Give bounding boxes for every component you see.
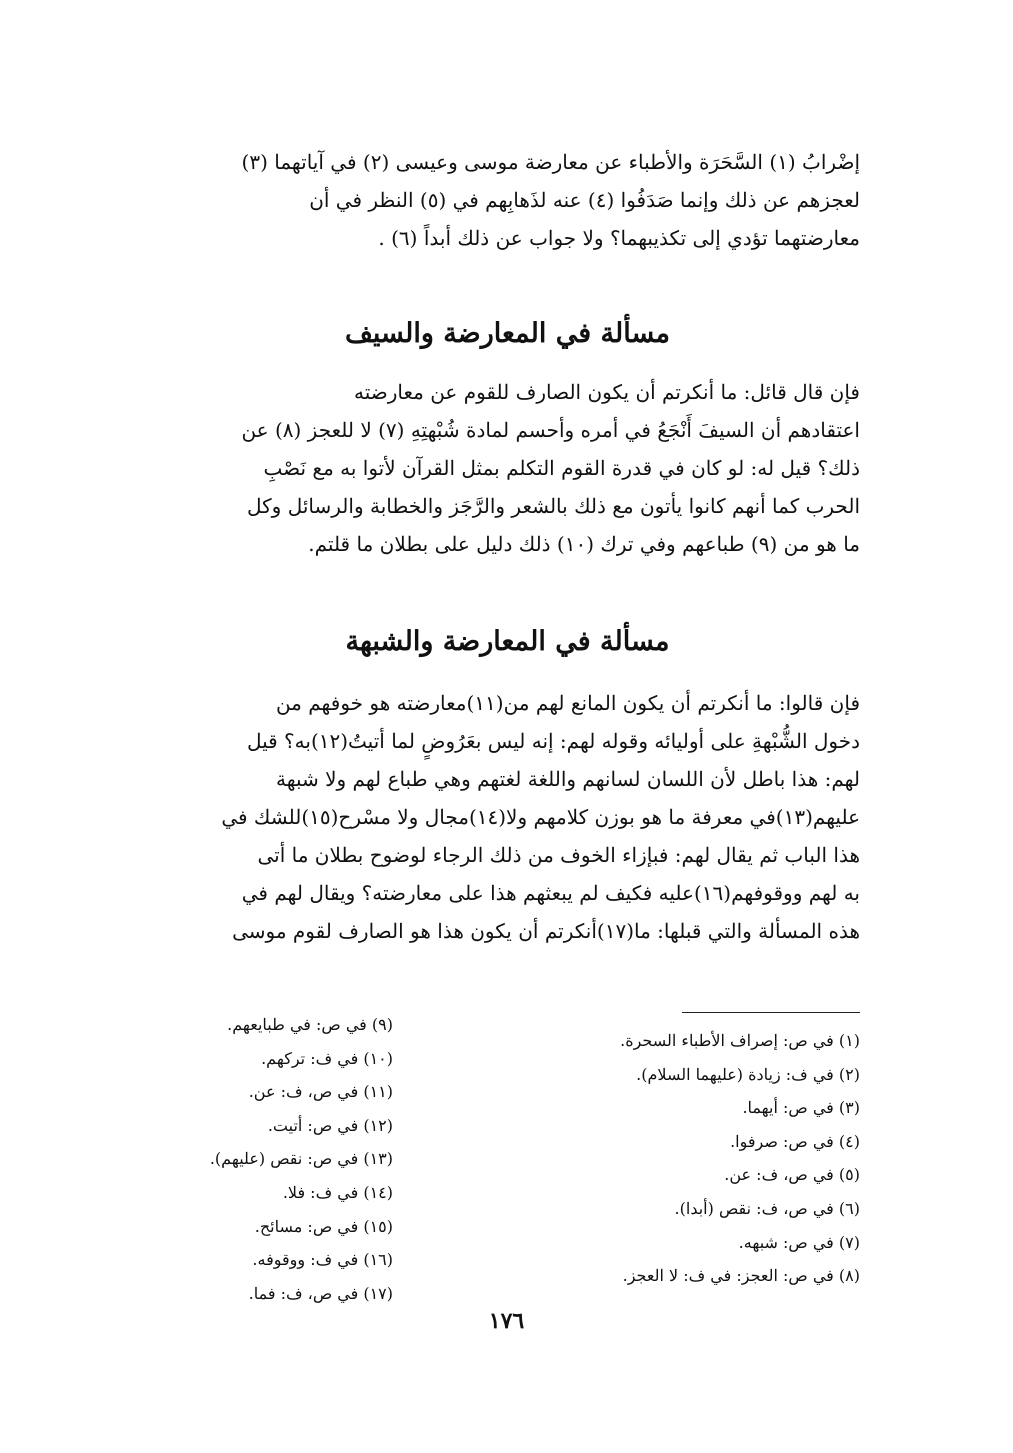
footnote: (٣) في ص: أيهما.	[742, 1098, 860, 1118]
text-line: ما هو من (٩) طباعهم وفي ترك (١٠) ذلك دليل على بطلان ما قلتم.	[308, 532, 860, 556]
text-line: ذلك؟ قيل له: لو كان في قدرة القوم التكلم بمثل القرآن لأتوا به مع نَصْبِ	[263, 456, 860, 480]
footnote: (١) في ص: إصراف الأطباء السحرة.	[620, 1031, 860, 1050]
text-line: إضْرابُ (١) السَّحَرَة والأطباء عن معارضة موسى وعيسى (٢) في آياتهما (٣)	[241, 150, 860, 174]
section-heading: مسألة في المعارضة والسيف	[344, 318, 671, 349]
footnote: (٢) في ف: زيادة (عليهما السلام).	[636, 1064, 860, 1084]
text-line: لعجزهم عن ذلك وإنما صَدَفُوا (٤) عنه لذَهابِهم في (٥) النظر في أن	[309, 188, 860, 212]
footnote: (٦) في ص، ف: نقص (أبدا).	[674, 1198, 860, 1218]
footnote: (١٦) في ف: ووقوفه.	[252, 1250, 393, 1270]
footnote: (٥) في ص، ف: عن.	[724, 1165, 860, 1185]
footnote: (٨) في ص: العجز: في ف: لا العجز.	[622, 1266, 860, 1286]
text-line: فإن قالوا: ما أنكرتم أن يكون المانع لهم من(١١)معارضته هو خوفهم من	[275, 691, 860, 715]
text-line: هذه المسألة والتي قبلها: ما(١٧)أنكرتم أن يكون هذا هو الصارف لقوم موسى	[232, 919, 860, 943]
text-line: دخول الشُّبْهةِ على أوليائه وقوله لهم: إنه ليس بعَرُوضٍ لما أتيتُ(١٢)به؟ قيل	[246, 729, 860, 753]
footnote: (٤) في ص: صرفوا.	[730, 1131, 860, 1151]
page-number: ١٧٦	[488, 1308, 525, 1334]
footnote: (١٧) في ص، ف: فما.	[248, 1283, 393, 1303]
text-line: اعتقادهم أن السيفَ أَنْجَعُ في أمره وأحسم لمادة شُبْهتِهِ (٧) لا للعجز (٨) عن	[241, 418, 860, 442]
text-line: عليهم(١٣)في معرفة ما هو بوزن كلامهم ولا(١٤)مجال ولا مسْرح(١٥)للشك في	[221, 805, 860, 829]
footnotes-right-column	[540, 1024, 860, 1293]
text-line: معارضتهما تؤدي إلى تكذيبهما؟ ولا جواب عن ذلك أبداً (٦) .	[378, 226, 860, 250]
text-line: فإن قال قائل: ما أنكرتم أن يكون الصارف للقوم عن معارضته	[353, 380, 860, 404]
text-line: الحرب كما أنهم كانوا يأتون مع ذلك بالشعر والرَّجَز والخطابة والرسائل وكل	[247, 494, 860, 518]
footnote-separator	[682, 1012, 860, 1013]
footnote: (١١) في ص، ف: عن.	[248, 1082, 393, 1102]
intro-paragraph	[155, 143, 860, 257]
footnote: (١٣) في ص: نقص (عليهم).	[209, 1149, 393, 1169]
footnote: (١٤) في ف: فلا.	[282, 1182, 393, 1202]
footnote: (١٢) في ص: أتيت.	[267, 1115, 393, 1135]
footnote: (٧) في ص: شبهه.	[738, 1232, 860, 1252]
footnote: (١٠) في ف: تركهم.	[261, 1048, 393, 1068]
footnotes-left-column	[153, 1008, 393, 1310]
text-line: لهم: هذا باطل لأن اللسان لسانهم واللغة لغتهم وهي طباع لهم ولا شبهة	[276, 767, 860, 791]
text-line: هذا الباب ثم يقال لهم: فبإزاء الخوف من ذلك الرجاء لوضوح بطلان ما أتى	[257, 843, 860, 867]
section1-paragraph	[155, 373, 860, 563]
section-heading: مسألة في المعارضة والشبهة	[345, 626, 670, 657]
footnote: (١٥) في ص: مسائح.	[254, 1216, 393, 1236]
footnote: (٩) في ص: في طبايعهم.	[227, 1015, 393, 1034]
section2-paragraph	[155, 684, 860, 950]
text-line: به لهم ووقوفهم(١٦)عليه فكيف لم يبعثهم هذا على معارضته؟ ويقال لهم في	[241, 881, 860, 905]
